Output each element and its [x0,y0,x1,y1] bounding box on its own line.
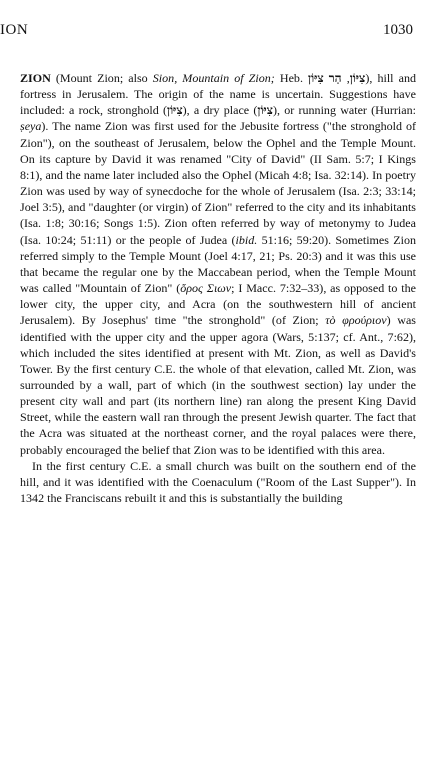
text-run: 51:16; 59:20). Sometimes Zion referred simply to the Temple Mount (Joel 4:17, 21; Ps. 20:3) and it was this use that became the regular one by the Maccabean period, when the Temple Mount was called "Mountain of Zion" ( [20,232,417,296]
running-title: ION [0,22,29,38]
text-run: , [341,71,350,85]
hebrew-term: צִיּוֹן [349,71,366,85]
era-abbreviation: C.E. [130,458,152,473]
text-run: Heb. [274,71,309,85]
italic-term: τὸ φρούριον [325,313,387,328]
entry-headword: ZION [20,71,51,85]
italic-term: ὄρος Σιων [180,281,232,296]
text-run: (Mount Zion; also [50,71,153,85]
text-run: ), a dry place ( [182,103,258,118]
italic-term: ibid. [235,232,258,247]
text-run: a small church was built on the southern end of the hill, and it was identified with the Coenaculum ("Room of the Last Supper"). In 1342 the Franciscans rebuilt it and this is substantially the building [20,458,416,506]
hebrew-term: צִיּוֹן [257,103,273,118]
entry-paragraph [20,70,416,458]
text-run: ), or running water (Hurrian: [273,103,416,118]
text-run: ), hill and fortress in Jerusalem. The origin of the name is uncertain. Suggestions have included: a rock, stronghold ( [20,71,416,118]
italic-term: ṣeya [20,119,42,134]
entry-paragraph [20,458,416,506]
encyclopedia-entry [20,70,416,506]
text-run: In the first century [32,458,131,473]
text-run: the whole of that elevation, called Mt. Zion, was surrounded by a wall, part of which (in the southwest section) lay under the present city wall and part (its northern line) ran along the present King David Street, while the eastern wall ran through the present Jewish quarter. The fact that the Acra was situated at the northeast corner, and the royal palaces were there, probably encouraged the belief that Zion was to be identified with this area. [20,361,417,457]
running-header [0,22,421,42]
page-number: 1030 [383,22,413,38]
text-run: ) was identified with the upper city and the upper agora (Wars, 5:137; cf. Ant., 7:62), which included the sites identified at present with Mt. Zion, as well as David's Tower. By the first century [20,313,416,376]
text-run: ; I Macc. 7:32–33), as opposed to the lower city, the upper city, and Acra (on the southwestern hill of ancient Jerusalem). By Josephus' time "the stronghold" (of Zion; [20,281,416,328]
hebrew-term: הַר צִיּוֹן [308,71,342,85]
italic-term: Sion, Mountain of Zion; [152,71,275,85]
hebrew-term: צִיּוֹן [167,103,183,118]
text-run: ). The name Zion was first used for the Jebusite fortress ("the stronghold of Zion"), on the southeast of Jerusalem, below the Ophel and the Temple Mount. On its capture by David it was renamed "City of David" (II Sam. 5:7; I Kings 8:1), and the name later included also the Ophel (Micah 4:8; Isa. 32:14). In poetry Zion was used by way of synecdoche for the whole of Jerusalem (Isa. 2:3; 33:14; Joel 3:5), and "daughter (or virgin) of Zion" referred to the city and its inhabitants (Isa. 1:8; 30:16; Songs 1:5). Zion often referred by way of metonymy to Judea (Isa. 10:24; 51:11) or the people of Judea ( [20,119,416,247]
era-abbreviation: C.E. [154,361,176,376]
